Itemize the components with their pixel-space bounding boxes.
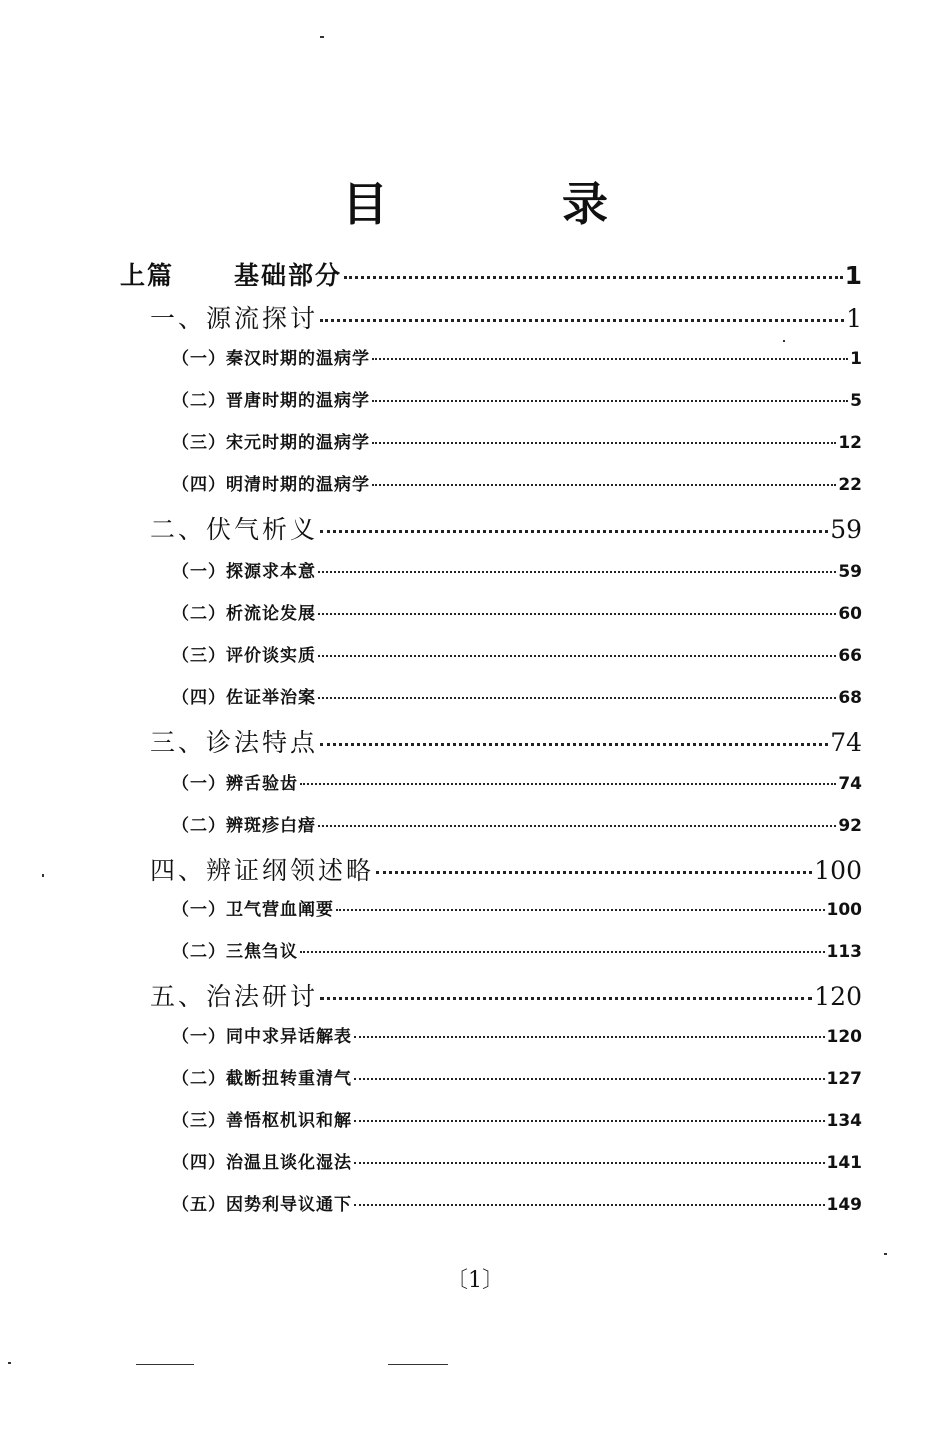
toc-entry-chapter[interactable]	[150, 510, 862, 546]
page-title: 目 录	[342, 177, 672, 231]
toc-entry-label: （四）佐证举治案	[172, 688, 316, 708]
dot-leader	[318, 825, 836, 827]
toc-entry-label: 基础部分	[234, 261, 343, 290]
toc-entry-chapter[interactable]	[150, 299, 862, 335]
toc-entry-section[interactable]	[172, 557, 862, 582]
toc-page-number: 74	[830, 728, 862, 757]
toc-page-number: 74	[838, 774, 862, 794]
dot-leader	[318, 571, 836, 573]
toc-page-number: 127	[826, 1069, 862, 1089]
toc-entry-label: 一、源流探讨	[150, 304, 319, 333]
dot-leader	[320, 997, 812, 1000]
toc-entry-label: （一）辨舌验齿	[172, 774, 298, 794]
dot-leader	[320, 530, 828, 533]
toc-page-number: 141	[826, 1153, 862, 1173]
toc-entry-section[interactable]	[172, 1064, 862, 1089]
toc-entry-section[interactable]	[172, 937, 862, 962]
toc-entry-label: （一）同中求异话解表	[172, 1027, 352, 1047]
toc-entry-section[interactable]	[172, 811, 862, 836]
toc-entry-section[interactable]	[172, 1106, 862, 1131]
footer-page-number: 〔1〕	[446, 1268, 504, 1293]
scan-speck	[783, 340, 785, 342]
toc-entry-section[interactable]	[172, 683, 862, 708]
toc-entry-chapter[interactable]	[150, 723, 862, 759]
dot-leader	[354, 1120, 825, 1122]
toc-entry-chapter[interactable]	[150, 977, 862, 1013]
dot-leader	[354, 1078, 825, 1080]
toc-page-number: 1	[844, 261, 862, 290]
toc-entry-label: （一）秦汉时期的温病学	[172, 349, 370, 369]
toc-entry-label: （二）析流论发展	[172, 604, 316, 624]
toc-page-number: 59	[830, 515, 862, 544]
toc-page-number: 100	[814, 856, 862, 885]
dot-leader	[354, 1204, 825, 1206]
scan-speck	[388, 1364, 448, 1365]
toc-entry-label: （二）三焦刍议	[172, 942, 298, 962]
toc-entry-label: 三、诊法特点	[150, 728, 319, 757]
toc-entry-label: （一）探源求本意	[172, 562, 316, 582]
toc-page-number: 1	[850, 349, 862, 369]
dot-leader	[344, 276, 843, 279]
toc-page-number: 100	[826, 900, 862, 920]
toc-entry-label: （五）因势利导议通下	[172, 1195, 352, 1215]
toc-entry-label: 五、治法研讨	[150, 982, 319, 1011]
toc-page-number: 134	[826, 1111, 862, 1131]
dot-leader	[300, 951, 825, 953]
dot-leader	[354, 1162, 825, 1164]
toc-entry-section[interactable]	[172, 599, 862, 624]
toc-entry-section[interactable]	[172, 470, 862, 495]
toc-entry-label: 四、辨证纲领述略	[150, 856, 375, 885]
scan-speck	[42, 874, 44, 877]
dot-leader	[376, 871, 812, 874]
toc-page-number: 92	[838, 816, 862, 836]
toc-entry-label: （一）卫气营血阐要	[172, 900, 334, 920]
toc-entry-label: （四）治温且谈化湿法	[172, 1153, 352, 1173]
toc-page-number: 59	[838, 562, 862, 582]
scan-speck	[884, 1253, 887, 1255]
toc-entry-label: （三）评价谈实质	[172, 646, 316, 666]
dot-leader	[320, 743, 828, 746]
dot-leader	[318, 697, 836, 699]
toc-page-number: 149	[826, 1195, 862, 1215]
toc-entry-section[interactable]	[172, 344, 862, 369]
toc-page-number: 5	[850, 391, 862, 411]
toc-entry-section[interactable]	[172, 895, 862, 920]
toc-page-number: 1	[846, 304, 862, 333]
toc-page-number: 113	[826, 942, 862, 962]
toc-page-number: 120	[826, 1027, 862, 1047]
toc-part-label: 上篇	[120, 261, 175, 290]
toc-entry-label: （三）善悟枢机识和解	[172, 1111, 352, 1131]
toc-entry-section[interactable]	[172, 1148, 862, 1173]
toc-entry-section[interactable]	[172, 641, 862, 666]
dot-leader	[318, 655, 836, 657]
toc-entry-label: （四）明清时期的温病学	[172, 475, 370, 495]
dot-leader	[372, 442, 836, 444]
toc-entry-section[interactable]	[172, 1190, 862, 1215]
toc-entry-label: 二、伏气析义	[150, 515, 319, 544]
toc-entry-chapter[interactable]	[150, 851, 862, 887]
scan-speck	[136, 1364, 194, 1365]
dot-leader	[300, 783, 836, 785]
toc-page-number: 60	[838, 604, 862, 624]
toc-entry-section[interactable]	[172, 1022, 862, 1047]
toc-page-number: 66	[838, 646, 862, 666]
dot-leader	[336, 909, 825, 911]
toc-page-number: 12	[838, 433, 862, 453]
toc-entry-section[interactable]	[172, 769, 862, 794]
dot-leader	[318, 613, 836, 615]
dot-leader	[354, 1036, 825, 1038]
toc-page-number: 68	[838, 688, 862, 708]
toc-page-number: 120	[814, 982, 862, 1011]
toc-entry-label: （三）宋元时期的温病学	[172, 433, 370, 453]
dot-leader	[372, 358, 848, 360]
scan-speck	[320, 36, 324, 38]
dot-leader	[372, 484, 836, 486]
toc-entry-label: （二）晋唐时期的温病学	[172, 391, 370, 411]
toc-entry-part[interactable]	[120, 256, 862, 292]
scan-speck	[8, 1362, 11, 1364]
toc-entry-section[interactable]	[172, 386, 862, 411]
dot-leader	[372, 400, 848, 402]
toc-entry-label: （二）截断扭转重清气	[172, 1069, 352, 1089]
toc-entry-label: （二）辨斑疹白瘖	[172, 816, 316, 836]
dot-leader	[320, 319, 844, 322]
toc-entry-section[interactable]	[172, 428, 862, 453]
toc-page-number: 22	[838, 475, 862, 495]
